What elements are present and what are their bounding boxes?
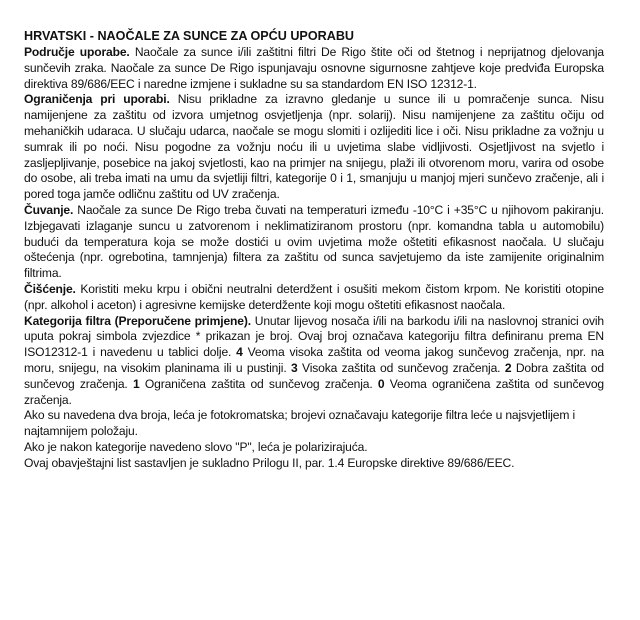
filter-category-text-f: Veoma ograničena zaštita od sunčevog zračenja. — [24, 376, 604, 407]
section-storage-text: Naočale za sunce De Rigo treba čuvati na temperaturi između -10°C i +35°C u njihovom pakiranju. Izbjegavati izlaganje suncu u zatvorenom i neklimatiziranom prostoru (npr. komandna tabla u automobilu) budući da temperatura koja se može dostići u ovim uvjetima može oštetiti efikasnost naočala. U slučaju oštećenja (npr. ogrebotina, tamnjenja) filtera za zaštitu od sunca savjetujemo da iste zamijenite originalnim filtrima. — [24, 202, 604, 281]
filter-category-text-e: Ograničena zaštita od sunčevog zračenja. — [139, 376, 378, 391]
section-scope-text: Naočale za sunce i/ili zaštitni filtri De Rigo štite oči od štetnog i neprijatnog djelovanja sunčevih zraka. Naočale za sunce De Rigo ispunjavaju osnovne sigurnosne zahtjeve koje predviđa Europska direktiva 89/686/EEC i naredne izmjene i sukladne su sa standardom EN ISO 12312-1. — [24, 45, 605, 91]
filter-category-4: 4 — [236, 345, 243, 360]
section-scope-heading: Područje uporabe. — [24, 45, 130, 59]
filter-category-2: 2 — [504, 360, 512, 375]
filter-category-3: 3 — [290, 360, 298, 375]
filter-category-text-a: Unutar lijevog nosača i/ili na barkodu i/ili na naslovnoj stranici ovih uputa pokraj simbola zvjezdice * prikazan je broj. Ovaj broj označava kategoriju filtra definiranu prema EN ISO12312-1 i navedenu u tablici dolje. — [24, 313, 605, 360]
section-limitations-heading: Ograničenja pri uporabi. — [24, 92, 170, 107]
section-cleaning-heading: Čišćenje. — [24, 281, 76, 296]
section-cleaning-text: Koristiti meku krpu i obični neutralni deterdžent i osušiti mekom čistom krpom. Ne koristiti otopine (npr. alkohol i aceton) i agresivne kemijske deterdžente koji mogu oštetiti efikasnost naočala. — [24, 281, 604, 312]
filter-category-1: 1 — [132, 376, 140, 391]
section-limitations — [24, 92, 604, 203]
note-directive: Ovaj obavještajni list sastavljen je sukladno Prilogu II, par. 1.4 Europske direktive 89/686/EEC. — [24, 455, 515, 470]
note-polarized: Ako je nakon kategorije navedeno slovo "P", leća je polarizirajuća. — [24, 439, 368, 454]
note-photochromic: Ako su navedena dva broja, leća je fotokromatska; brojevi označavaju kategorije filtra leće u najsvjetlijem i najtamnijem položaju. — [24, 408, 576, 439]
document — [24, 28, 604, 472]
section-filter-category-heading: Kategorija filtra (Preporučene primjene). — [24, 313, 251, 328]
section-cleaning — [24, 282, 604, 314]
section-storage-heading: Čuvanje. — [24, 202, 74, 217]
filter-category-text-b: Veoma visoka zaštita od veoma jakog sunčevog zračenja, npr. na moru, snijegu, na visokim planinama ili u pustinji. — [24, 345, 604, 375]
section-scope — [24, 45, 604, 92]
filter-category-0: 0 — [377, 376, 385, 391]
filter-category-text-d: Dobra zaštita od sunčevog zračenja. — [24, 360, 604, 391]
section-filter-category — [24, 314, 604, 409]
filter-category-text-c: Visoka zaštita od sunčevog zračenja. — [297, 360, 505, 375]
section-storage — [24, 203, 604, 282]
section-limitations-text: Nisu prikladne za izravno gledanje u sunce ili u pomračenje sunca. Nisu namijenjene za zaštitu od izvora umjetnog osvjetljenja (npr. solarij). Nisu namijenjene za zaštitu očiju od mehaničkih udaraca. U slučaju udarca, naočale se mogu slomiti i ozlijediti lice i oči. Nisu prikladne za vožnju u sumrak ili po noći. Nisu pogodne za vožnju noću ili u uvjetima slabe vidljivosti. Osjetljivost na svjetlo i zasljepljivanje, posebice na jakoj svjetlosti, kao na primjer na snijegu, plaži ili otvorenom moru, varira od osobe do osobe, ali treba imati na umu da svjetliji filtri, kategorije 0 i 1, smanjuju u manjoj mjeri sunčevo zračenje, ali i pored toga jamče odličnu zaštitu od UV zračenja. — [24, 92, 604, 202]
document-title: HRVATSKI - NAOČALE ZA SUNCE ZA OPĆU UPORABU — [24, 29, 355, 43]
